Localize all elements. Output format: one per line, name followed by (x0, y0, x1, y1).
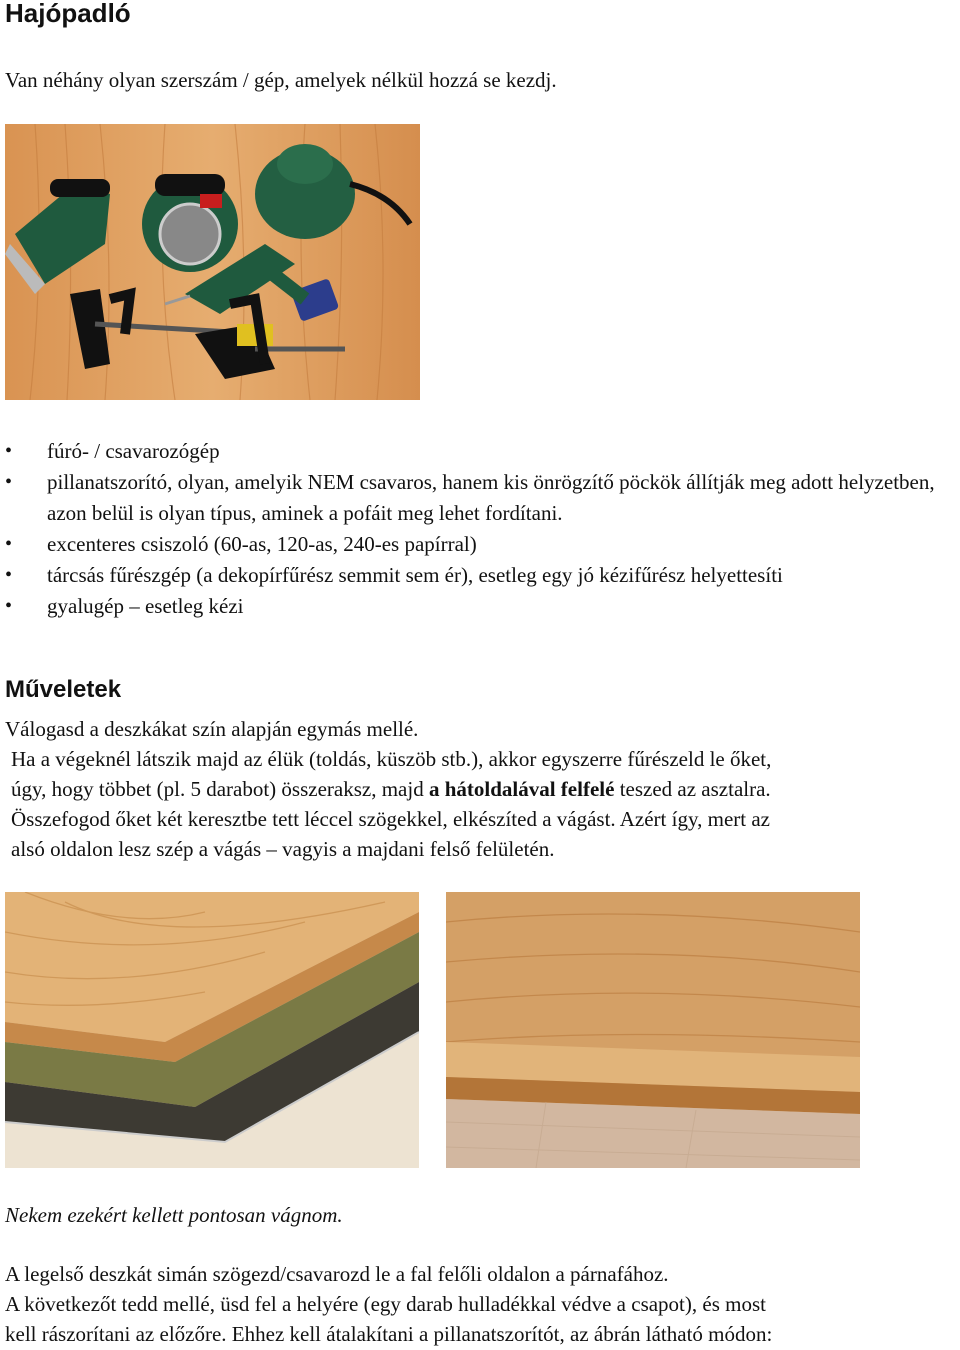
list-item: • excenteres csiszoló (60-as, 120-as, 240-es papírral) (5, 532, 477, 556)
photo-caption: Nekem ezekért kellett pontosan vágnom. (5, 1203, 343, 1227)
paragraph-3: A legelső deszkát simán szögezd/csavarozd le a fal felőli oldalon a párnafához. (5, 1262, 669, 1286)
paragraph-2-line-1: Ha a végeknél látszik majd az élük (toldás, küszöb stb.), akkor egyszerre fűrészeld le őket, (11, 747, 772, 771)
list-item: • fúró- / csavarozógép (5, 439, 220, 463)
board-edges-photo (5, 892, 419, 1168)
paragraph-4-line-2: kell rászorítani az előzőre. Ehhez kell átalakítani a pillanatszorítót, az ábrán látható módon: (5, 1322, 773, 1346)
threshold-photo (446, 892, 860, 1168)
tools-photo (5, 124, 420, 400)
tools-list (0, 436, 960, 622)
section-heading: Műveletek (5, 676, 122, 703)
circular-saw-icon (142, 174, 238, 272)
list-item: • tárcsás fűrészgép (a dekopírfűrész semmit sem ér), esetleg egy jó kézifűrész helyettesíti (5, 563, 783, 587)
intro-text: Van néhány olyan szerszám / gép, amelyek nélkül hozzá se kezdj. (5, 68, 557, 92)
paragraph-1: Válogasd a deszkákat szín alapján egymás mellé. (5, 717, 419, 741)
paragraph-2-line-4: alsó oldalon lesz szép a vágás – vagyis a majdani felső felületén. (11, 837, 555, 861)
list-item: • gyalugép – esetleg kézi (5, 594, 244, 618)
bold-phrase: a hátoldalával felfelé (428, 777, 615, 801)
page-title: Hajópadló (5, 0, 131, 28)
paragraph-2-line-3: Összefogod őket két keresztbe tett léccel szögekkel, elkészíted a vágást. Azért így, mert az (11, 807, 770, 831)
list-item: • pillanatszorító, olyan, amelyik NEM csavaros, hanem kis önrögzítő pöckök állítják meg adott helyzetben, azon belül is olyan típus, aminek a pofáit meg lehet fordítani. (5, 470, 935, 525)
paragraph-2-line-2: úgy, hogy többet (pl. 5 darabot) összeraksz, majd a hátoldalával felfelé teszed az asztalra. (11, 777, 771, 801)
paragraph-4-line-1: A következőt tedd mellé, üsd fel a helyére (egy darab hulladékkal védve a csapot), és most (5, 1292, 766, 1316)
